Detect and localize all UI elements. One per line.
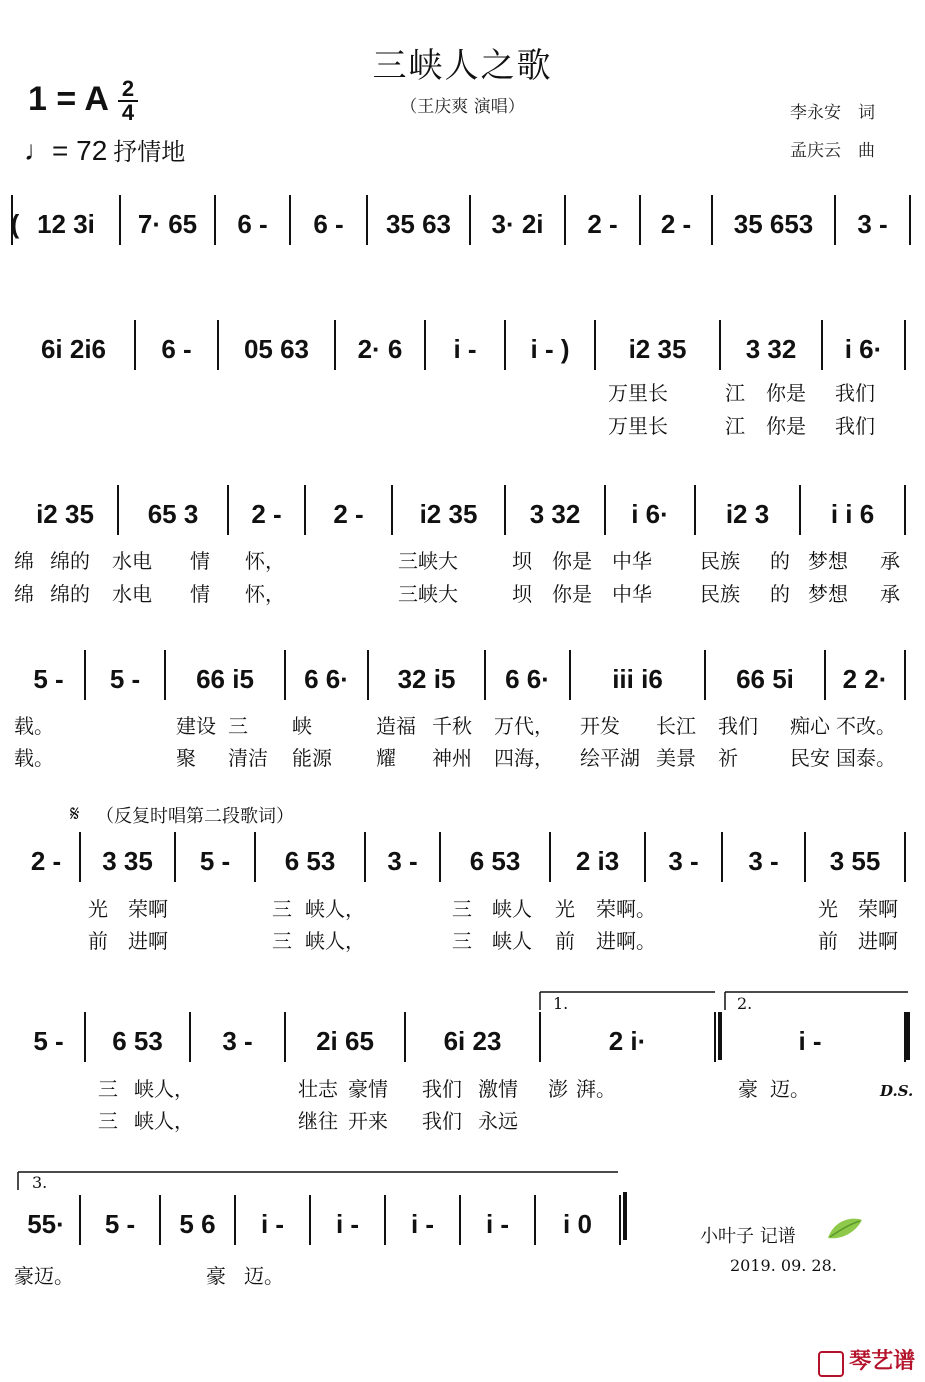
measure-notes: 2· 6 — [357, 334, 403, 364]
lyric-row4-v2-word: 四海， — [494, 746, 554, 770]
volta-2-label: 2. — [737, 994, 753, 1013]
lyric-row6-v2-word: 开来 — [348, 1109, 388, 1133]
measure-notes: i - — [260, 1209, 285, 1239]
lyric-row4-v1-word: 载。 — [14, 714, 54, 738]
measure-notes: 35 653 — [733, 209, 814, 239]
segno-sign: 𝄋 — [70, 802, 80, 827]
measure-notes: 32 i5 — [397, 664, 456, 694]
measure-notes: 3 - — [668, 846, 699, 876]
lyric-row6-v1-word: 峡人， — [134, 1077, 194, 1101]
lyric-row2-v2-word: 你是 — [766, 414, 806, 438]
measure-notes: 3 32 — [745, 334, 797, 364]
quarter-note-icon: ♩ — [24, 135, 52, 166]
lyric-row5-v2-word: 进啊 — [128, 929, 168, 953]
measure-notes: i - — [485, 1209, 510, 1239]
measure-notes: i - — [335, 1209, 360, 1239]
brand-name: 琴艺谱 — [849, 1349, 916, 1374]
lyric-row3-v1-word: 中华 — [612, 549, 652, 573]
lyric-row3-v2-word: 你是 — [552, 582, 592, 606]
lyric-row4-v1-word: 建设 — [176, 714, 216, 738]
lyric-row4-v2-word: 能源 — [292, 746, 332, 770]
measure-notes: 3 32 — [529, 499, 581, 529]
volta-1-label: 1. — [553, 994, 569, 1013]
lyric-row5-v2-word: 三 — [272, 929, 292, 953]
measure-notes: 55· — [27, 1209, 65, 1239]
lyric-row5-v1-word: 光 — [555, 897, 575, 921]
measure-notes: 5 - — [199, 846, 231, 876]
measure-notes: 3 - — [387, 846, 418, 876]
lyric-row4-v2-word: 美景 — [656, 746, 696, 770]
lyric-row2-v2-word: 江 — [725, 414, 745, 438]
measure-notes: 5 - — [109, 664, 141, 694]
lyric-row4-v2-word: 祈 — [718, 746, 738, 770]
lyric-row3-v1-word: 情 — [190, 549, 210, 573]
lyric-row2-v1-word: 你是 — [766, 381, 806, 405]
composer-credit: 孟庆云 曲 — [790, 141, 875, 161]
measure-notes: 5 - — [33, 664, 64, 694]
lyric-row2-v2-word: 万里长 — [608, 414, 668, 438]
lyric-row5-v2-word: 三 — [452, 929, 472, 953]
lyric-row3-v1-word: 的 — [770, 549, 790, 573]
measure-notes: 2 - — [30, 846, 62, 876]
measure-notes: i 6· — [844, 334, 883, 364]
measure-notes: 2i 65 — [316, 1026, 374, 1056]
measure-notes: 6 - — [161, 334, 192, 364]
lyric-row6-v2-word: 永远 — [478, 1109, 518, 1133]
lyric-row6-v2-word: 继往 — [298, 1109, 338, 1133]
lyric-row5-v1-word: 峡人， — [305, 897, 365, 921]
measure-notes: 65 3 — [147, 499, 199, 529]
transcription-date: 2019. 09. 28. — [730, 1256, 837, 1275]
measure-notes: ( — [10, 209, 20, 239]
measure-notes: 3 - — [748, 846, 779, 876]
measure-notes: 5 - — [104, 1209, 136, 1239]
lyric-row3-v2-word: 中华 — [612, 582, 652, 606]
measure-notes: 2 i3 — [575, 846, 620, 876]
measure-notes: 6 - — [313, 209, 344, 239]
lyric-row4-v2-word: 载。 — [14, 746, 54, 770]
lyric-row3-v1-word: 民族 — [700, 549, 740, 573]
transcriber-signature: 小叶子 记谱 — [700, 1226, 796, 1247]
measure-notes: 6 6· — [505, 664, 550, 694]
measure-notes: 2 - — [251, 499, 282, 529]
lyric-row4-v1-word: 开发 — [580, 714, 620, 738]
lyric-row5-v1-word: 荣啊 — [128, 897, 168, 921]
measure-notes: i2 35 — [628, 334, 687, 364]
lyric-row6-v1-word: 豪情 — [348, 1077, 388, 1101]
lyric-row4-v1-word: 长江 — [656, 714, 696, 738]
lyric-row3-v2-word: 绵的 — [50, 582, 90, 606]
measure-notes: 3 35 — [102, 846, 153, 876]
lyric-row2-v2-word: 我们 — [835, 414, 875, 438]
lyric-row5-v2-word: 前 — [88, 929, 108, 953]
lyric-row4-v2-word: 清洁 — [228, 746, 268, 770]
lyric-row5-v1-word: 荣啊 — [858, 897, 898, 921]
measure-notes: 66 5i — [736, 664, 794, 694]
lyric-row4-v1-word: 三 — [228, 714, 248, 738]
lyric-row4-v2-word: 耀 — [376, 746, 396, 770]
lyric-row6-v1-word: 我们 — [422, 1077, 462, 1101]
lyric-row4-v1-word: 造福 — [376, 714, 416, 738]
lyric-row6-v1-word: 激情 — [478, 1077, 518, 1101]
lyric-row5-v2-word: 进啊 — [858, 929, 898, 953]
lyric-row4-v2-word: 国泰。 — [836, 746, 896, 770]
lyric-row5-v1-word: 光 — [818, 897, 838, 921]
lyric-row6-v2-word: 三 — [98, 1109, 118, 1133]
lyric-row3-v2-word: 民族 — [700, 582, 740, 606]
lyric-row6-v1-word: 三 — [98, 1077, 118, 1101]
lyric-row4-v1-word: 万代， — [494, 714, 554, 738]
measure-notes: 5 - — [33, 1026, 64, 1056]
measure-notes: i2 35 — [419, 499, 478, 529]
measure-notes: 6 53 — [284, 846, 336, 876]
lyric-row6-v1-word: 迈。 — [770, 1077, 810, 1101]
song-title: 三峡人之歌 — [372, 46, 553, 86]
time-signature-bottom: 4 — [121, 100, 135, 125]
lyric-row3-v2-word: 承 — [880, 582, 900, 606]
lyricist-credit: 李永安 词 — [790, 103, 875, 123]
lyric-row6-v1-word: 壮志 — [298, 1077, 338, 1101]
lyric-row3-v1-word: 坝 — [512, 549, 532, 573]
lyric-row6-v2-word: 峡人， — [134, 1109, 194, 1133]
measure-notes: i2 3 — [725, 499, 770, 529]
brand-logo — [818, 1344, 915, 1377]
lyric-row3-v2-word: 坝 — [512, 582, 532, 606]
measure-notes: 2 - — [587, 209, 618, 239]
measure-notes: 3 55 — [829, 846, 881, 876]
lyric-row5-v2-word: 前 — [818, 929, 838, 953]
lyric-row5-v1-word: 光 — [88, 897, 108, 921]
measure-notes: 2 i· — [608, 1026, 647, 1056]
lyric-row5-v1-word: 荣啊。 — [596, 897, 656, 921]
dal-segno: D.S. — [880, 1082, 914, 1100]
singer-credit: （王庆爽 演唱） — [400, 97, 525, 117]
lyric-row3-v1-word: 绵 — [14, 549, 34, 573]
lyric-row3-v1-word: 梦想 — [808, 549, 848, 573]
lyric-row4-v1-word: 峡 — [292, 714, 312, 738]
tempo-expression: 抒情地 — [113, 138, 186, 166]
volta-3-label: 3. — [32, 1173, 48, 1192]
measure-notes: i - — [410, 1209, 435, 1239]
brand-logo-icon — [818, 1351, 844, 1377]
lyric-row6-v1-word: 湃。 — [576, 1077, 616, 1101]
lyric-row3-v2-word: 梦想 — [808, 582, 848, 606]
lyric-row2-v1-word: 万里长 — [608, 381, 668, 405]
measure-notes: i - — [798, 1026, 822, 1056]
measure-notes: 6 53 — [469, 846, 521, 876]
measure-notes: 6i 2i6 — [40, 334, 107, 364]
lyric-row6-v1-word: 豪 — [738, 1077, 758, 1101]
measure-notes: 6 - — [237, 209, 268, 239]
measure-notes: 35 63 — [385, 209, 452, 239]
key-signature: 1 = A — [28, 80, 109, 118]
time-signature-top: 2 — [121, 76, 135, 101]
measure-notes: 12 3i — [37, 209, 95, 239]
measure-notes: i - ) — [530, 334, 570, 364]
measure-notes: 7· 65 — [137, 209, 198, 239]
lyric-row3-v2-word: 怀， — [245, 582, 285, 606]
lyric-row4-v2-word: 民安 — [790, 746, 830, 770]
lyric-row4-v1-word: 不改。 — [836, 714, 896, 738]
measure-notes: 6 53 — [112, 1026, 163, 1056]
lyric-row2-v1-word: 江 — [725, 381, 745, 405]
lyric-row7-v1-word: 豪迈。 — [14, 1264, 74, 1288]
measure-notes: iii i6 — [612, 664, 663, 694]
lyric-row4-v2-word: 聚 — [176, 746, 196, 770]
measure-notes: i2 35 — [36, 499, 94, 529]
measure-notes: 3· 2i — [491, 209, 544, 239]
measure-notes: i - — [453, 334, 477, 364]
measure-notes: 2 - — [660, 209, 692, 239]
lyric-row4-v2-word: 绘平湖 — [580, 746, 640, 770]
measure-notes: 2 - — [333, 499, 364, 529]
measure-notes: i 0 — [563, 1209, 592, 1239]
measure-notes: 66 i5 — [196, 664, 254, 694]
lyric-row3-v1-word: 绵的 — [50, 549, 90, 573]
measure-notes: i i 6 — [830, 499, 875, 529]
measure-notes: 3 - — [857, 209, 888, 239]
lyric-row3-v1-word: 三峡大 — [398, 549, 458, 573]
lyric-row3-v1-word: 水电 — [112, 549, 152, 573]
lyric-row5-v1-word: 三 — [272, 897, 292, 921]
lyric-row3-v2-word: 水电 — [112, 582, 152, 606]
measure-notes: 05 63 — [243, 334, 310, 364]
lyric-row5-v1-word: 三 — [452, 897, 472, 921]
lyric-row6-v2-word: 我们 — [422, 1109, 462, 1133]
lyric-row3-v1-word: 怀， — [245, 549, 285, 573]
lyric-row5-v1-word: 峡人 — [492, 897, 532, 921]
measure-notes: 6 6· — [304, 664, 349, 694]
lyric-row7-v1-word: 豪 — [206, 1264, 226, 1288]
lyric-row3-v2-word: 的 — [770, 582, 790, 606]
measure-notes: 3 - — [222, 1026, 253, 1056]
lyric-row5-v2-word: 峡人， — [305, 929, 365, 953]
measure-notes: i 6· — [631, 499, 669, 529]
lyric-row4-v2-word: 神州 — [432, 746, 472, 770]
lyric-row5-v2-word: 峡人 — [492, 929, 532, 953]
lyric-row4-v1-word: 痴心 — [790, 714, 830, 738]
lyric-row3-v1-word: 你是 — [552, 549, 592, 573]
lyric-row3-v2-word: 三峡大 — [398, 582, 458, 606]
measure-notes: 5 6 — [179, 1209, 216, 1239]
measure-notes: 2 2· — [842, 664, 888, 694]
lyric-row4-v1-word: 我们 — [718, 714, 758, 738]
lyric-row2-v1-word: 我们 — [835, 381, 875, 405]
repeat-instruction: （反复时唱第二段歌词） — [96, 806, 294, 827]
lyric-row3-v1-word: 承 — [880, 549, 900, 573]
tempo-value: = 72 — [52, 135, 108, 166]
measure-notes: 6i 23 — [443, 1026, 502, 1056]
leaf-icon — [824, 1214, 866, 1248]
lyric-row7-v1-word: 迈。 — [244, 1264, 284, 1288]
lyric-row6-v1-word: 澎 — [548, 1077, 568, 1101]
lyric-row5-v2-word: 前 — [555, 929, 575, 953]
lyric-row3-v2-word: 情 — [190, 582, 210, 606]
lyric-row4-v1-word: 千秋 — [432, 714, 472, 738]
lyric-row5-v2-word: 进啊。 — [596, 929, 656, 953]
lyric-row3-v2-word: 绵 — [14, 582, 34, 606]
